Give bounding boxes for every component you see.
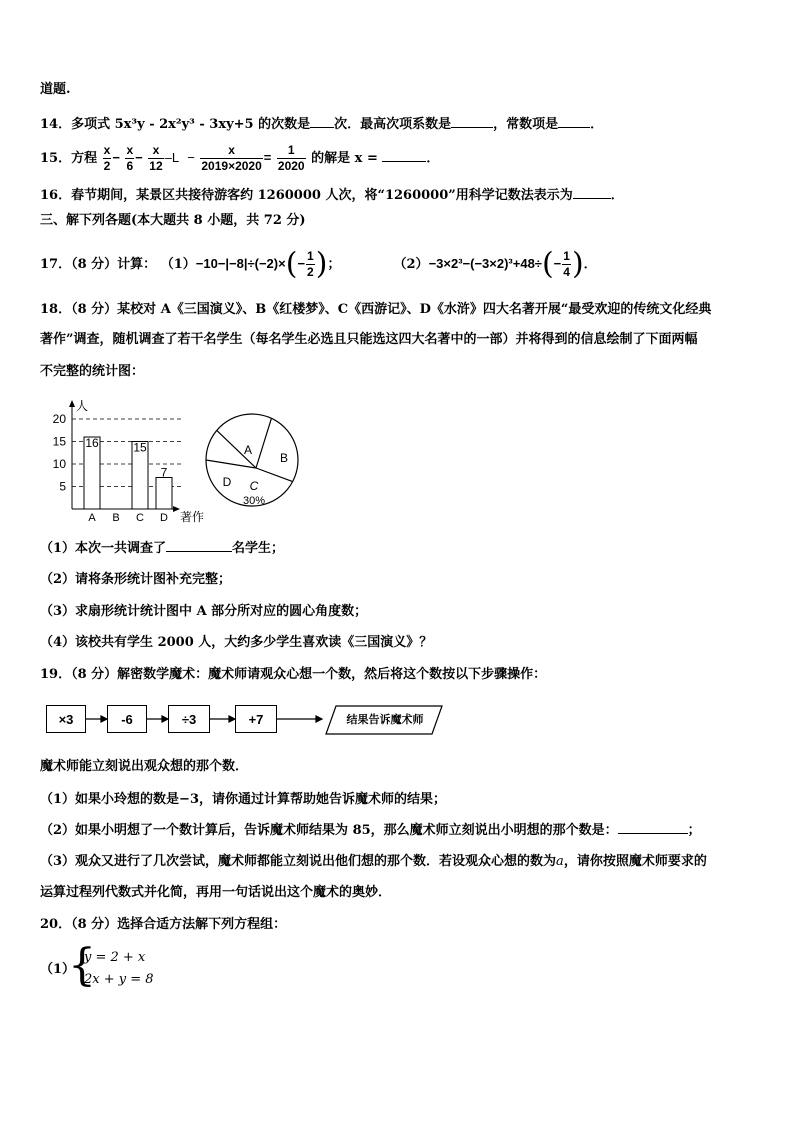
q14-text-c: ，常数项是 [493, 117, 559, 132]
q19-blank [618, 820, 688, 834]
fraction-1-over-2: $\frac{1}{2}$ [307, 249, 314, 279]
q14-text-b: 次．最高次项系数是 [334, 117, 452, 132]
q17-label: 计算： [117, 257, 157, 272]
flowchart-arrows [0, 0, 460, 760]
question-20: 20．（8 分）选择合适方法解下列方程组： [40, 917, 287, 932]
fraction-x-over-6: $\frac{x}{6}$ [126, 143, 134, 173]
question-15: 15．方程 $\frac{x}{2}$ − $\frac{x}{6}$ − $\frac{x}{12}$ –L − $\frac{x}{2019\times 2020}$ = $\frac{1}{2020}$ 的解是 x = ． [40, 143, 440, 173]
fraction-1-over-2020: $\frac{1}{2020}$ [277, 143, 305, 173]
fraction-x-over-2: $\frac{x}{2}$ [103, 143, 111, 173]
step-plus-7: +7 [235, 705, 277, 733]
q15-prefix: 方程 [71, 151, 98, 166]
pie-percent-C: 30% [242, 495, 266, 507]
question-17: 17．（8 分）计算： （1）−10−|−8|÷(−2)×(− $\frac{1}{2}$ )； （2）−3×2³−(−3×2)³+48÷(− $\frac{1}{4}$ )． [40, 246, 597, 282]
q17-part-1-label: （1） [160, 257, 196, 272]
q16-blank [573, 185, 611, 199]
q15-suffix: 的解是 x = [311, 151, 378, 166]
variable-a: a [556, 854, 564, 869]
q17-number: 17． [40, 257, 72, 272]
q19-after: 魔术师能立刻说出观众想的那个数． [40, 759, 249, 774]
y-tick-label: 5 [59, 479, 66, 494]
pie-label-C: C [249, 479, 259, 493]
data-label-C: 15 [133, 440, 147, 455]
q18-sub-1: （1）本次一共调查了 名学生； [40, 538, 284, 559]
q19-sub-3: （3）观众又进行了几次尝试，魔术师都能立刻说出他们想的那个数．若设观众心想的数为a，请你按照魔术师要求的 [40, 854, 707, 869]
q18-number: 18． [40, 302, 72, 317]
q19-sub-2: （2）如果小明想了一个数计算后，告诉魔术师结果为 85，那么魔术师立刻说出小明想的那个数是： ； [40, 820, 701, 841]
q17-expression-1: −10−|−8|÷(−2)× [195, 256, 286, 271]
q15-end: ． [426, 151, 440, 166]
y-tick-label: 15 [52, 434, 66, 449]
question-19: 19．（8 分）解密数学魔术：魔术师请观众心想一个数，然后将这个数按以下步骤操作： [40, 667, 547, 682]
q18-sub-2: （2）请将条形统计图补充完整； [40, 572, 232, 587]
pie-label-A: A [243, 443, 253, 457]
question-18-line-1: 18．（8 分）某校对 A《三国演义》、B《红楼梦》、C《西游记》、D《水浒》四大名著开展“最受欢迎的传统文化经典 [40, 302, 712, 317]
pie-label-B: B [279, 451, 289, 465]
x-tick-label-B: B [112, 512, 120, 524]
q17-semicolon: ； [327, 257, 341, 272]
q20-score: （8 分） [71, 917, 118, 932]
q17-score: （8 分） [71, 257, 118, 272]
q20-equation-2: 2x + y = 8 [84, 972, 154, 987]
q14-number: 14． [40, 117, 72, 132]
step-minus-6: -6 [107, 705, 147, 733]
q18-sub-4: （4）该校共有学生 2000 人，大约多少学生喜欢读《三国演义》？ [40, 635, 433, 650]
step-result: 结果告诉魔术师 [346, 714, 424, 726]
q16-number: 16． [40, 188, 72, 203]
q14-end: ． [590, 117, 604, 132]
y-tick-label: 10 [52, 457, 66, 471]
q15-ellipsis: –L [164, 150, 180, 165]
q17-expression-2: −3×2³−(−3×2)³+48÷ [428, 256, 542, 271]
data-label-A: 16 [85, 436, 99, 450]
x-tick-label-A: A [88, 512, 96, 524]
x-tick-label-D: D [160, 512, 168, 524]
q19-sub-1: （1）如果小玲想的数是−3，请你通过计算帮助她告诉魔术师的结果； [40, 792, 446, 807]
data-label-D: 7 [160, 465, 168, 480]
top-fragment: 道题. [40, 82, 71, 97]
x-axis-label: 著作 [180, 510, 205, 524]
system-brace: { [68, 940, 96, 991]
q19-sub-3-cont: 运算过程列代数式并化简，再用一句话说出这个魔术的奥妙． [40, 885, 392, 900]
pie-label-D: D [222, 475, 232, 489]
q17-end: ． [583, 257, 597, 272]
q14-blank-3 [558, 114, 590, 128]
x-tick-label-C: C [136, 512, 144, 524]
q15-equals: = [263, 150, 272, 165]
q19-number: 19． [40, 667, 72, 682]
section-3-heading: 三、解下列各题(本大题共 8 小题，共 72 分) [40, 213, 306, 228]
q18-score: （8 分） [71, 302, 118, 317]
fraction-x-over-2019x2020: $\frac{x}{2019\times 2020}$ [201, 143, 262, 173]
fraction-1-over-4: $\frac{1}{4}$ [563, 249, 570, 279]
q16-end: ． [610, 188, 624, 203]
y-axis-label: 人 [76, 399, 89, 413]
q20-part-1-label: （1） [40, 962, 76, 977]
q20-equation-1: y = 2 + x [84, 950, 146, 965]
q18-sub-3: （3）求扇形统计统计图中 A 部分所对应的圆心角度数； [40, 604, 368, 619]
q16-text: 春节期间，某景区共接待游客约 1260000 人次，将“1260000”用科学记数法表示为 [71, 188, 573, 203]
fraction-x-over-12: $\frac{x}{12}$ [149, 143, 163, 173]
step-times-3: ×3 [46, 705, 86, 733]
q15-number: 15． [40, 151, 72, 166]
q14-text-a: 多项式 5x³y - 2x²y³ - 3xy+5 的次数是 [71, 117, 311, 132]
question-18-line-2: 著作”调查，随机调查了若干名学生（每名学生必选且只能选这四大名著中的一部）并将得到的信息绘制了下面两幅 [40, 332, 698, 347]
y-tick-label: 20 [52, 412, 66, 426]
question-18-line-3: 不完整的统计图： [40, 364, 145, 379]
q19-score: （8 分） [71, 667, 118, 682]
q17-part-2-label: （2） [393, 257, 429, 272]
step-divide-3: ÷3 [168, 705, 210, 733]
q20-number: 20． [40, 917, 72, 932]
